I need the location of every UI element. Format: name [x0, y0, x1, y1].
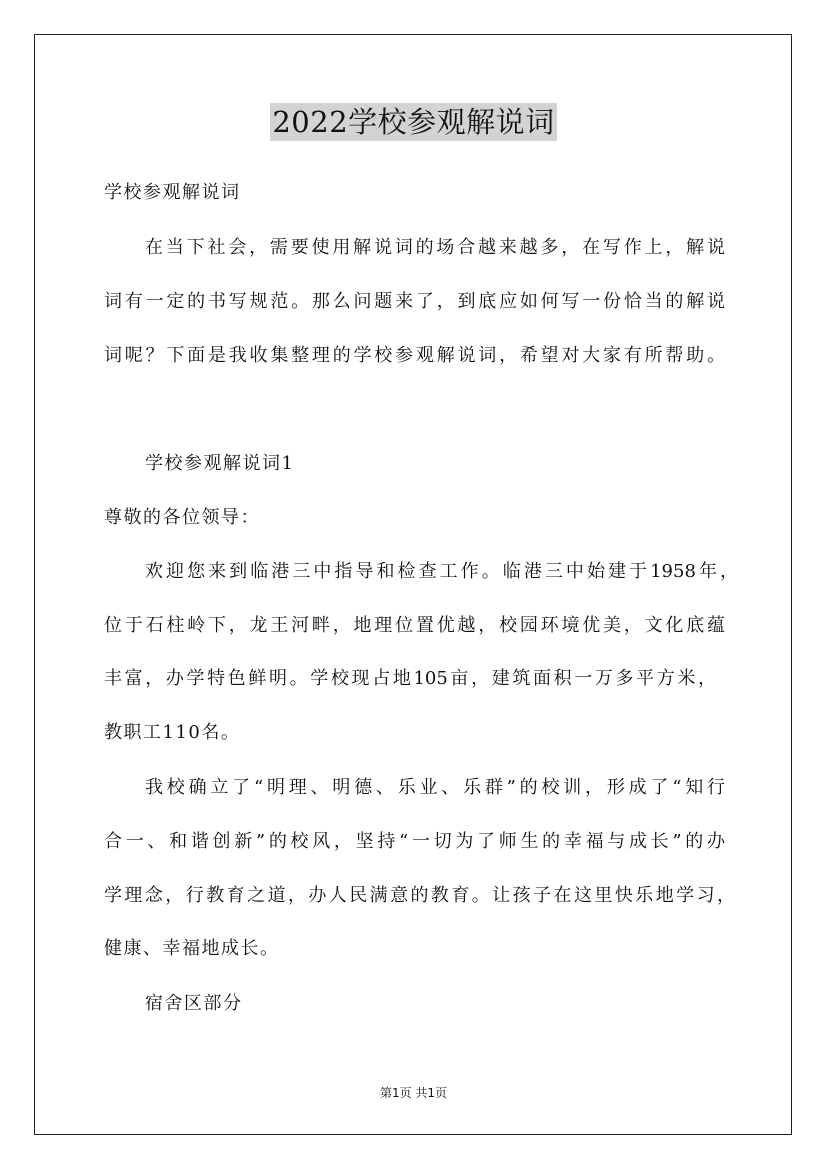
paragraph-line[interactable]: 我校确立了“明理、明德、乐业、乐群”的校训，形成了“知行: [145, 777, 725, 798]
document-subtitle[interactable]: 学校参观解说词: [104, 182, 241, 203]
paragraph-line[interactable]: 丰富，办学特色鲜明。学校现占地105亩，建筑面积一万多平方米，: [104, 668, 716, 689]
paragraph-line[interactable]: 位于石柱岭下，龙王河畔，地理位置优越，校园环境优美，文化底蕴: [104, 615, 725, 636]
paragraph-line[interactable]: 词呢？下面是我收集整理的学校参观解说词，希望对大家有所帮助。: [104, 345, 725, 366]
paragraph-line[interactable]: 在当下社会，需要使用解说词的场合越来越多，在写作上，解说: [145, 237, 725, 258]
paragraph-line[interactable]: 词有一定的书写规范。那么问题来了，到底应如何写一份恰当的解说: [104, 291, 725, 312]
paragraph-line[interactable]: 学理念，行教育之道，办人民满意的教育。让孩子在这里快乐地学习，: [104, 885, 735, 906]
document-title[interactable]: 2022学校参观解说词: [272, 105, 555, 139]
paragraph-line[interactable]: 教职工110名。: [104, 722, 241, 743]
paragraph-line[interactable]: 健康、幸福地成长。: [104, 938, 280, 959]
section-heading[interactable]: 宿舍区部分: [145, 993, 243, 1014]
section-heading[interactable]: 学校参观解说词1: [145, 453, 295, 474]
page-footer: 第1页 共1页: [379, 1086, 448, 1100]
title-container: [0, 103, 827, 141]
paragraph-line[interactable]: 欢迎您来到临港三中指导和检查工作。临港三中始建于1958年，: [145, 561, 738, 582]
paragraph-line[interactable]: 合一、和谐创新”的校风，坚持“一切为了师生的幸福与成长”的办: [104, 831, 725, 852]
salutation[interactable]: 尊敬的各位领导：: [104, 507, 260, 528]
